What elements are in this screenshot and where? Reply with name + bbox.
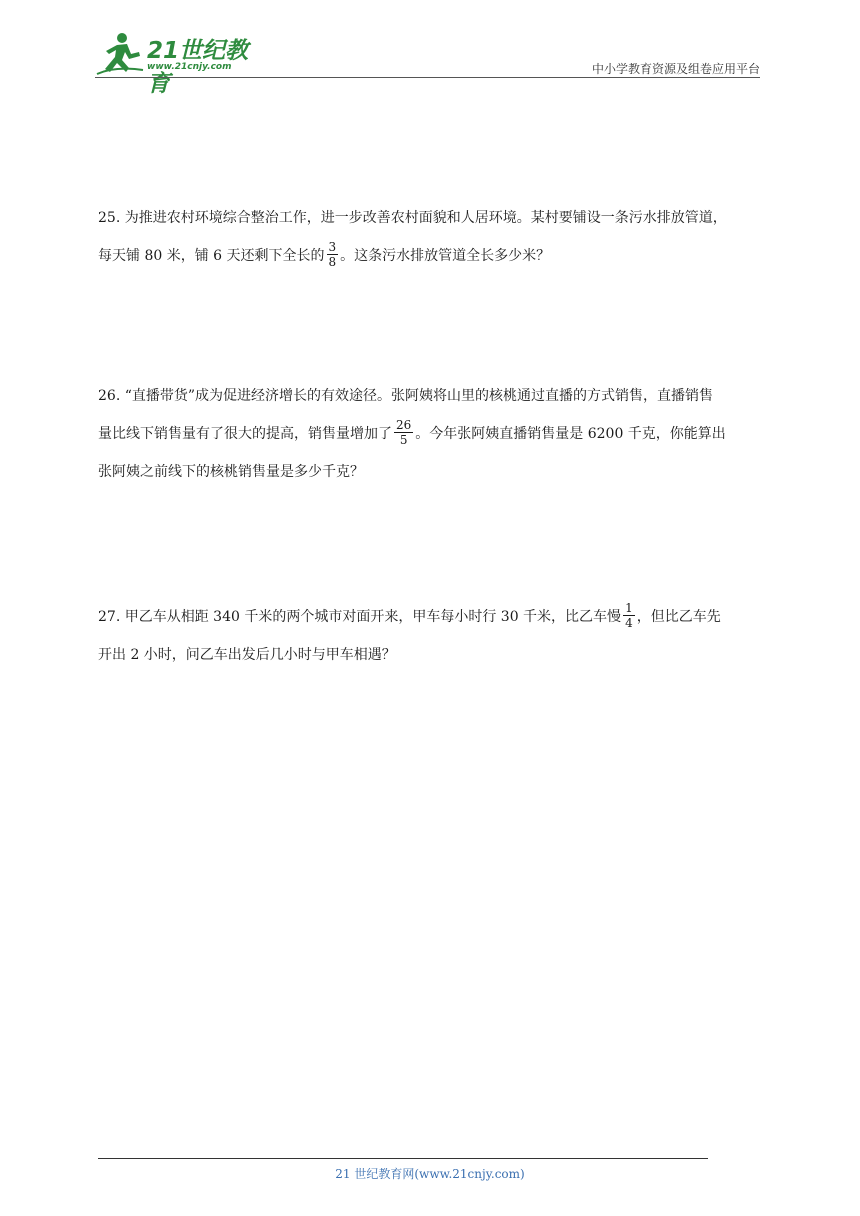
logo-url: www.21cnjy.com [147,62,232,72]
question-line: 张阿姨之前线下的核桃销售量是多少千克？ [98,464,364,480]
runner-icon [95,30,145,76]
question-line [98,598,763,636]
fraction-denominator: 4 [625,615,633,630]
question-text: 。这条污水排放管道全长多少米？ [340,248,551,264]
fraction [623,601,635,630]
question-25 [98,199,763,275]
question-text: 27. 甲乙车从相距 340 千米的两个城市对面开来，甲车每小时行 30 千米，比乙车慢 [98,609,622,625]
question-line [98,415,763,453]
question-line: 26. “直播带货”成为促进经济增长的有效途径。张阿姨将山里的核桃通过直播的方式销售，直播销售 [98,388,714,404]
logo-text: 21世纪教育 [147,38,249,97]
question-line [98,237,763,275]
fraction-numerator: 3 [328,239,337,254]
footer-divider [98,1158,708,1159]
question-line: 开出 2 小时，问乙车出发后几小时与甲车相遇？ [98,647,396,663]
question-text: 。今年张阿姨直播销售量是 6200 千克，你能算出 [415,426,726,442]
fraction [327,240,339,269]
fraction-numerator: 1 [625,600,633,615]
page-header [95,30,760,97]
site-logo[interactable] [95,30,265,97]
question-26 [98,377,763,491]
question-line: 25. 为推进农村环境综合整治工作，进一步改善农村面貌和人居环境。某村要铺设一条污水排放管道， [98,210,727,226]
header-divider [95,77,760,78]
question-text: 每天铺 80 米，铺 6 天还剩下全长的 [98,248,325,264]
question-27 [98,598,763,674]
fraction [394,418,413,447]
fraction-denominator: 8 [328,254,337,269]
question-text: ，但比乙车先 [636,609,721,625]
fraction-numerator: 26 [396,417,412,432]
fraction-denominator: 5 [399,432,408,447]
header-tagline: 中小学教育资源及组卷应用平台 [591,62,760,76]
question-text: 量比线下销售量有了很大的提高，销售量增加了 [98,426,392,442]
footer-link[interactable]: 21 世纪教育网(www.21cnjy.com) [335,1167,525,1181]
